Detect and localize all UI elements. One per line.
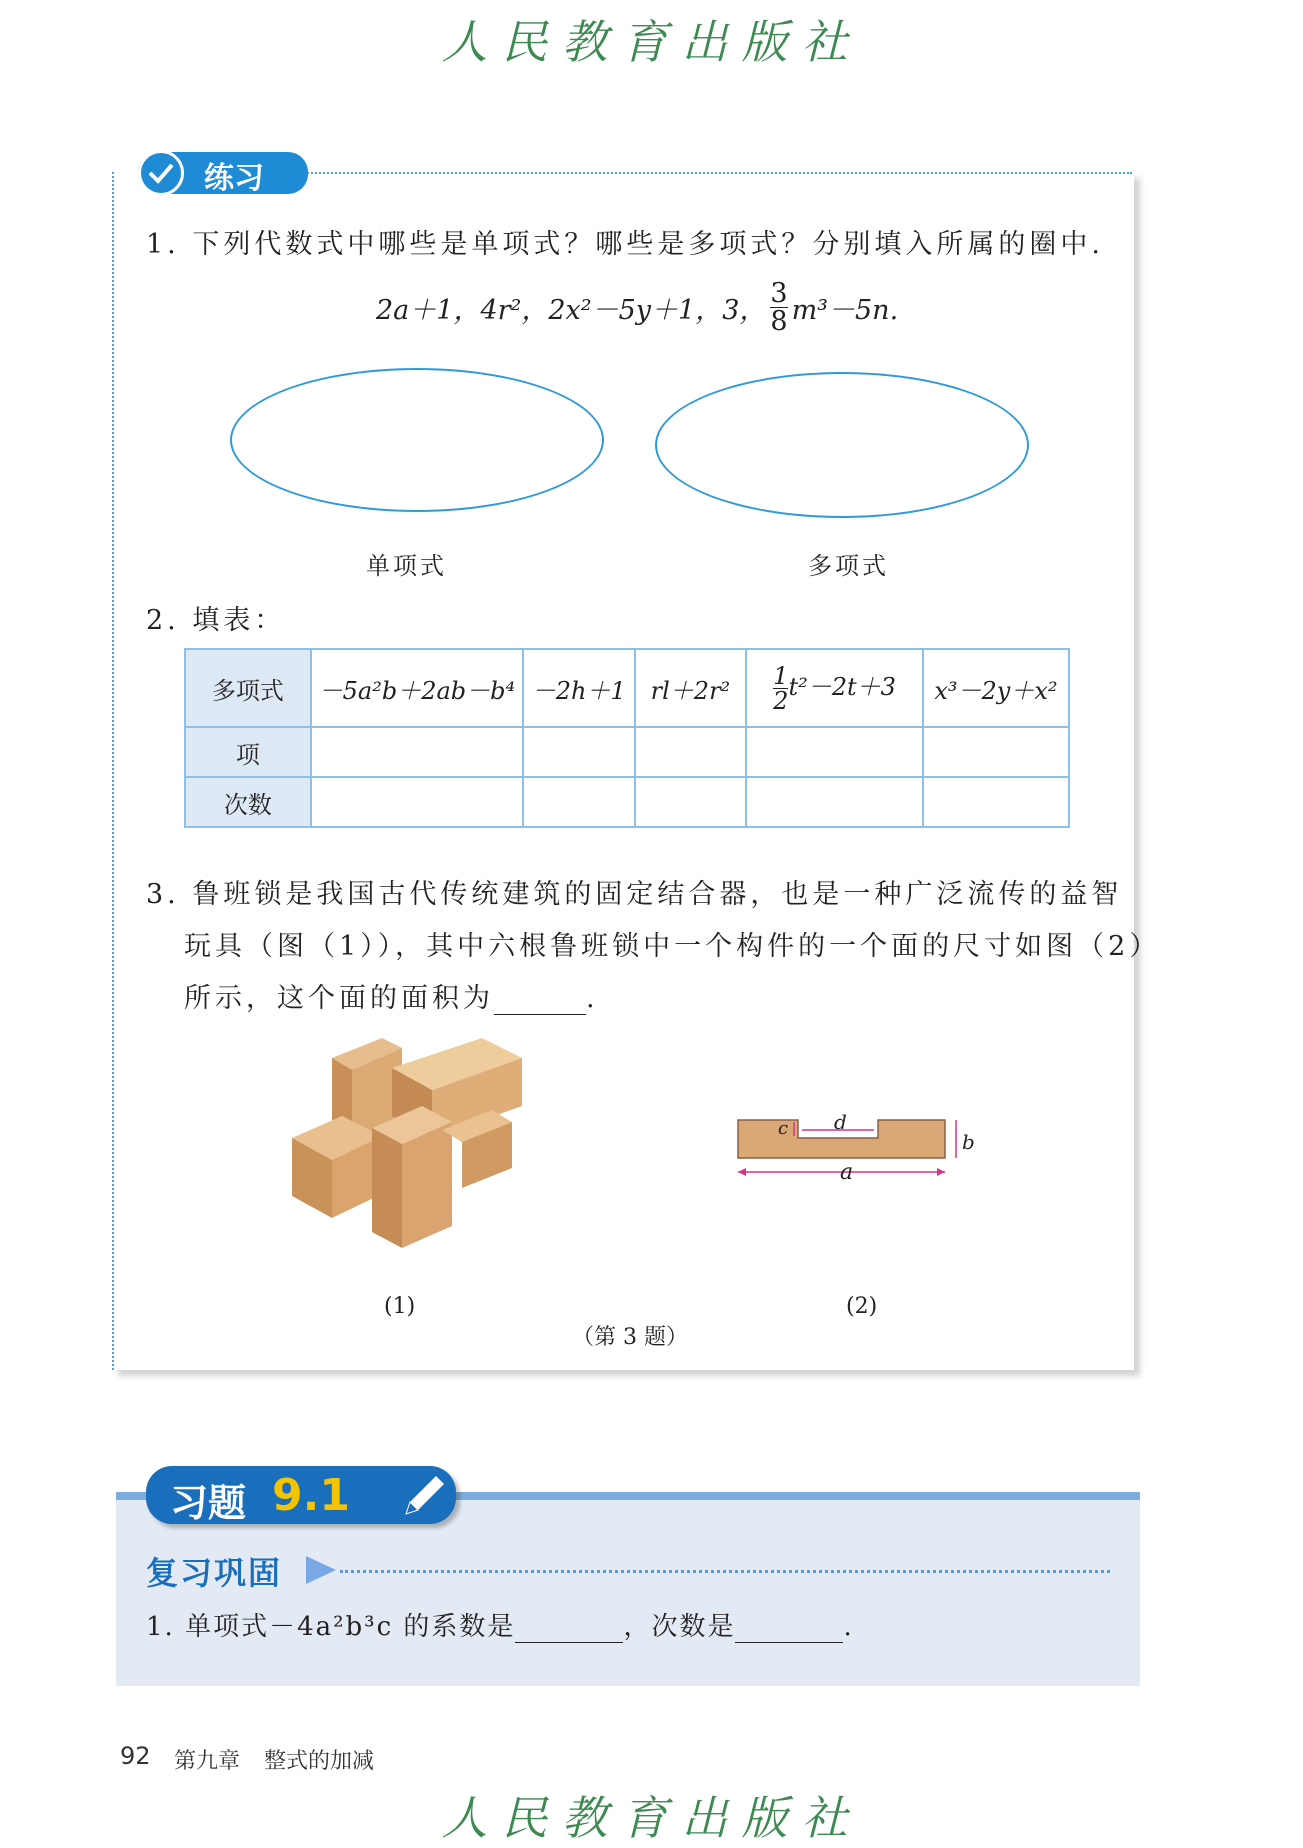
exercise-q1-end: .: [843, 1612, 854, 1642]
answer-cell[interactable]: [746, 727, 923, 777]
q2-frac-num: 1: [773, 661, 789, 690]
row-header-degree: 次数: [185, 777, 311, 827]
dim-d-label: d: [834, 1110, 847, 1134]
exercise-q1: [146, 1606, 854, 1643]
arrow-left-icon: [738, 1168, 746, 1176]
polynomial-label: 多项式: [808, 552, 889, 580]
q2-fraction: [773, 661, 789, 715]
q2-frac-den: 2: [773, 686, 789, 715]
answer-cell[interactable]: [523, 777, 635, 827]
practice-tab-label: 练习: [204, 161, 264, 196]
practice-top-border: [300, 172, 1132, 174]
answer-cell[interactable]: [923, 727, 1069, 777]
poly-cell: －5a²b＋2ab－b⁴: [311, 649, 523, 727]
exercise-q1-middle: ，次数是: [623, 1612, 736, 1642]
q1-fraction: [770, 280, 787, 335]
q1-expression: [376, 280, 898, 335]
polynomial-circle: [655, 372, 1029, 518]
luban-lock-image: [282, 1018, 542, 1258]
monomial-circle: [230, 368, 604, 512]
answer-cell[interactable]: [311, 777, 523, 827]
poly-cell: [746, 649, 923, 727]
answer-cell[interactable]: [635, 777, 747, 827]
answer-cell[interactable]: [523, 727, 635, 777]
fill-table: [184, 648, 1070, 828]
answer-cell[interactable]: [635, 727, 747, 777]
dim-c-label: c: [778, 1118, 789, 1139]
publisher-footer: 人民教育出版社: [441, 1791, 862, 1845]
arrow-right-icon: [937, 1168, 945, 1176]
poly-cell: rl＋2r²: [635, 649, 747, 727]
exercise-title: 习题: [170, 1481, 247, 1525]
publisher-header: 人民教育出版社: [441, 15, 862, 69]
chapter-label: 第九章: [174, 1749, 241, 1774]
table-row: [185, 649, 1069, 727]
q1-expr-after: m³－5n.: [791, 295, 899, 326]
coefficient-blank[interactable]: [515, 1612, 623, 1643]
fig1-label: (1): [384, 1294, 416, 1319]
row-header-terms: 项: [185, 727, 311, 777]
poly-cell: －2h＋1: [523, 649, 635, 727]
answer-cell[interactable]: [311, 727, 523, 777]
fig2-label: (2): [846, 1294, 878, 1319]
degree-blank[interactable]: [735, 1612, 843, 1643]
q3-line3-end: .: [586, 983, 599, 1014]
q3-line3: [184, 976, 599, 1015]
answer-cell[interactable]: [746, 777, 923, 827]
figure-caption: （第 3 题）: [572, 1325, 688, 1350]
row-header-polynomial: 多项式: [185, 649, 311, 727]
pencil-icon: [398, 1470, 448, 1522]
q2-poly-rest: t²－2t＋3: [788, 672, 896, 701]
review-dotted-line: [340, 1570, 1110, 1573]
q3-line2: 玩具（图（1）），其中六根鲁班锁中一个构件的一个面的尺寸如图（2）: [184, 931, 1161, 962]
answer-cell[interactable]: [923, 777, 1069, 827]
play-arrow-icon: [304, 1554, 338, 1586]
q2-text: 2. 填表：: [146, 605, 286, 636]
page-number: 92: [120, 1742, 151, 1770]
q1-expr-before: 2a＋1，4r²，2x²－5y＋1，3，: [376, 295, 767, 326]
exercise-number: 9.1: [272, 1470, 350, 1521]
q3-line3-text: 所示，这个面的面积为: [184, 983, 494, 1014]
exercise-q1-prefix: 1. 单项式－4a²b³c 的系数是: [146, 1612, 516, 1642]
review-heading: 复习巩固: [146, 1554, 283, 1592]
q1-frac-num: 3: [770, 278, 788, 309]
table-row: [185, 777, 1069, 827]
poly-cell: x³－2y＋x²: [923, 649, 1069, 727]
check-icon: [138, 150, 184, 196]
chapter-title: 整式的加减: [264, 1749, 375, 1774]
q1-text: 1. 下列代数式中哪些是单项式？哪些是多项式？分别填入所属的圈中.: [146, 229, 1104, 260]
q1-frac-den: 8: [770, 306, 788, 337]
q3-line1: 3. 鲁班锁是我国古代传统建筑的固定结合器，也是一种广泛流传的益智: [146, 879, 1123, 910]
table-row: [185, 727, 1069, 777]
dim-b-label: b: [962, 1130, 975, 1154]
q3-answer-blank[interactable]: [494, 983, 586, 1015]
dim-a-label: a: [840, 1160, 854, 1185]
monomial-label: 单项式: [366, 552, 447, 580]
